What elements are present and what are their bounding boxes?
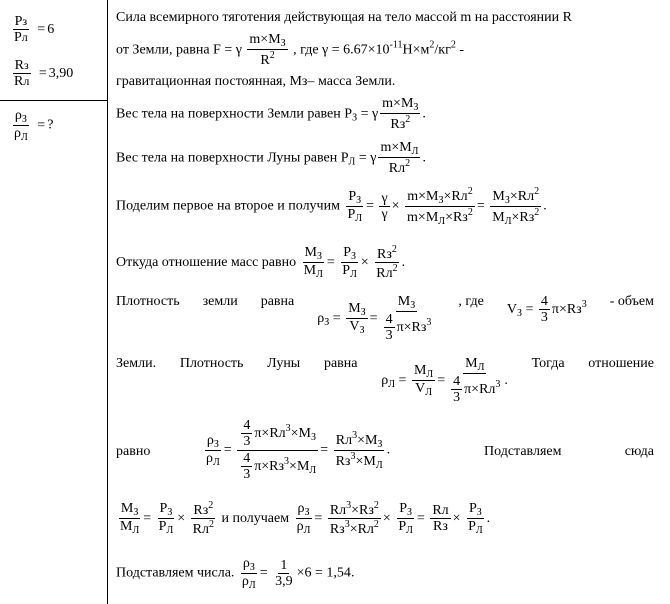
line-2-dash: - [459, 42, 464, 58]
given-radius-value: 3,90 [48, 66, 74, 82]
given-weight-value: 6 [47, 22, 55, 38]
line-9-dot: . [504, 373, 508, 389]
line-9: Земли. Плотность Луны равна $\rho_Л$ = $\frac{M_Л}{V_Л}$ = $M_Л$ $\frac{4}{3}$ $\pi\times Rл^3$ . Тогда отношение [116, 356, 654, 406]
gravity-exponent: -11 [389, 39, 403, 51]
line-9-w3: Луны [267, 356, 301, 371]
line-11-text: и получаем [221, 511, 290, 527]
gravity-unit-exp-2: 2 [450, 39, 456, 51]
line-9-w1: Земли. [116, 356, 157, 371]
vertical-divider [107, 0, 108, 604]
line-10-formula: $\frac{\rho_З}{\rho_Л}$ = $\frac{4}{3}$ $\pi\times Rл^3\times M_З$ $\frac{4}{3}$ $\pi\times Rз^3\times M_Л$ = $\frac{Rл^3\times M_З}{Rз^3\times M_Л}$ . [206, 418, 391, 483]
line-9-w5: Тогда [531, 356, 565, 371]
given-weight-ratio: $\frac{Pз}{Pл}$ = 6 [14, 14, 55, 46]
line-9-w6: отношение [588, 356, 654, 371]
gravity-unit-exp-1: 2 [429, 39, 435, 51]
line-7-text: Откуда отношение масс равно [116, 255, 297, 271]
line-10-w1: равно [116, 444, 151, 459]
given-radius-ratio: $\frac{Rз}{Rл}$ = 3,90 [14, 58, 74, 90]
line-3: гравитационная постоянная, Мз– масса Земли. [116, 74, 396, 89]
line-2-where: , где [293, 42, 319, 58]
line-12: Подставляем числа. $\frac{\rho_З}{\rho_Л}$ = $\frac{1}{3,9}$ ×6 = 1,54. [116, 556, 355, 591]
line-6-text: Поделим первое на второе и получим [116, 198, 340, 214]
find-density-ratio: $\frac{\rho_З}{\rho_Л}$ = ? [14, 108, 54, 143]
line-4-text: Вес тела на поверхности Земли равен [116, 106, 341, 122]
line-10-w2: Подставляем [484, 444, 562, 459]
line-1: Сила всемирного тяготения действующая на тело массой m на расстоянии R [116, 10, 572, 25]
line-5-text: Вес тела на поверхности Луны равен [116, 150, 338, 166]
gravity-unit-2: /кг [434, 42, 451, 58]
line-9-w4: равна [323, 356, 358, 371]
gravity-constant: γ = 6.67×10 [322, 42, 390, 58]
final-answer: = 1,54 [315, 565, 351, 581]
line-6: Поделим первое на второе и получим $\frac{P_З}{P_Л}$ = $\frac{\gamma}{\gamma}$ × $\frac{m\times M_З\times Rл^2}{m\times M_Л\times Rз^2}$ = $\frac{M_З\times Rл^2}{M_Л\times Rз^2}$ . [116, 186, 547, 227]
line-8-w3: равна [260, 294, 295, 309]
line-4: Вес тела на поверхности Земли равен $P_З = \gamma$ $\frac{m\times M_З}{Rз^2}$ . [116, 96, 426, 132]
line-2: от Земли, равна F = γ $\frac{m\times M_З}{R^2}$ , где $\gamma = 6.67\times 10^{-11}Н\times м^2/кг^2$ - [116, 32, 464, 68]
find-value: ? [47, 117, 54, 133]
line-5: Вес тела на поверхности Луны равен $P_Л = \gamma$ $\frac{m\times M_Л}{Rл^2}$ . [116, 140, 426, 176]
line-8-w2: земли [202, 294, 238, 309]
horizontal-divider [0, 100, 107, 101]
gravity-unit-1: Н×м [402, 42, 430, 58]
line-9-w2: Плотность [179, 356, 244, 371]
line-10-w3: сюда [624, 444, 654, 459]
line-8-where: , где [458, 294, 484, 309]
line-12-text: Подставляем числа. [116, 565, 235, 581]
line-7: Откуда отношение масс равно $\frac{M_З}{M_Л}$ = $\frac{P_З}{P_Л}$ × $\frac{Rз^2}{Rл^2}$ . [116, 244, 406, 282]
line-8-w1: Плотность [116, 294, 180, 309]
line-8: Плотность земли равна $\rho_З$ = $\frac{M_З}{V_З}$ = $M_З$ $\frac{4}{3}$ $\pi\times Rз^3$ , где $V_З$ = $\frac{4}{3}$ $\pi\times Rз^3$ - объем [116, 294, 654, 344]
line-2-text: от Земли, равна F = γ [116, 42, 242, 58]
line-8-volume: - объем [609, 294, 654, 309]
line-11: $\frac{M_З}{M_Л}$ = $\frac{P_З}{P_Л}$ × $\frac{Rз^2}{Rл^2}$ и получаем $\frac{\rho_З}{\rho_Л}$ = $\frac{Rл^3\times Rз^2}{Rз^3\times Rл^2}$ × $\frac{P_З}{P_Л}$ = $\frac{Rл}{Rз}$ × $\frac{P_З}{P_Л}$ . [120, 500, 491, 538]
